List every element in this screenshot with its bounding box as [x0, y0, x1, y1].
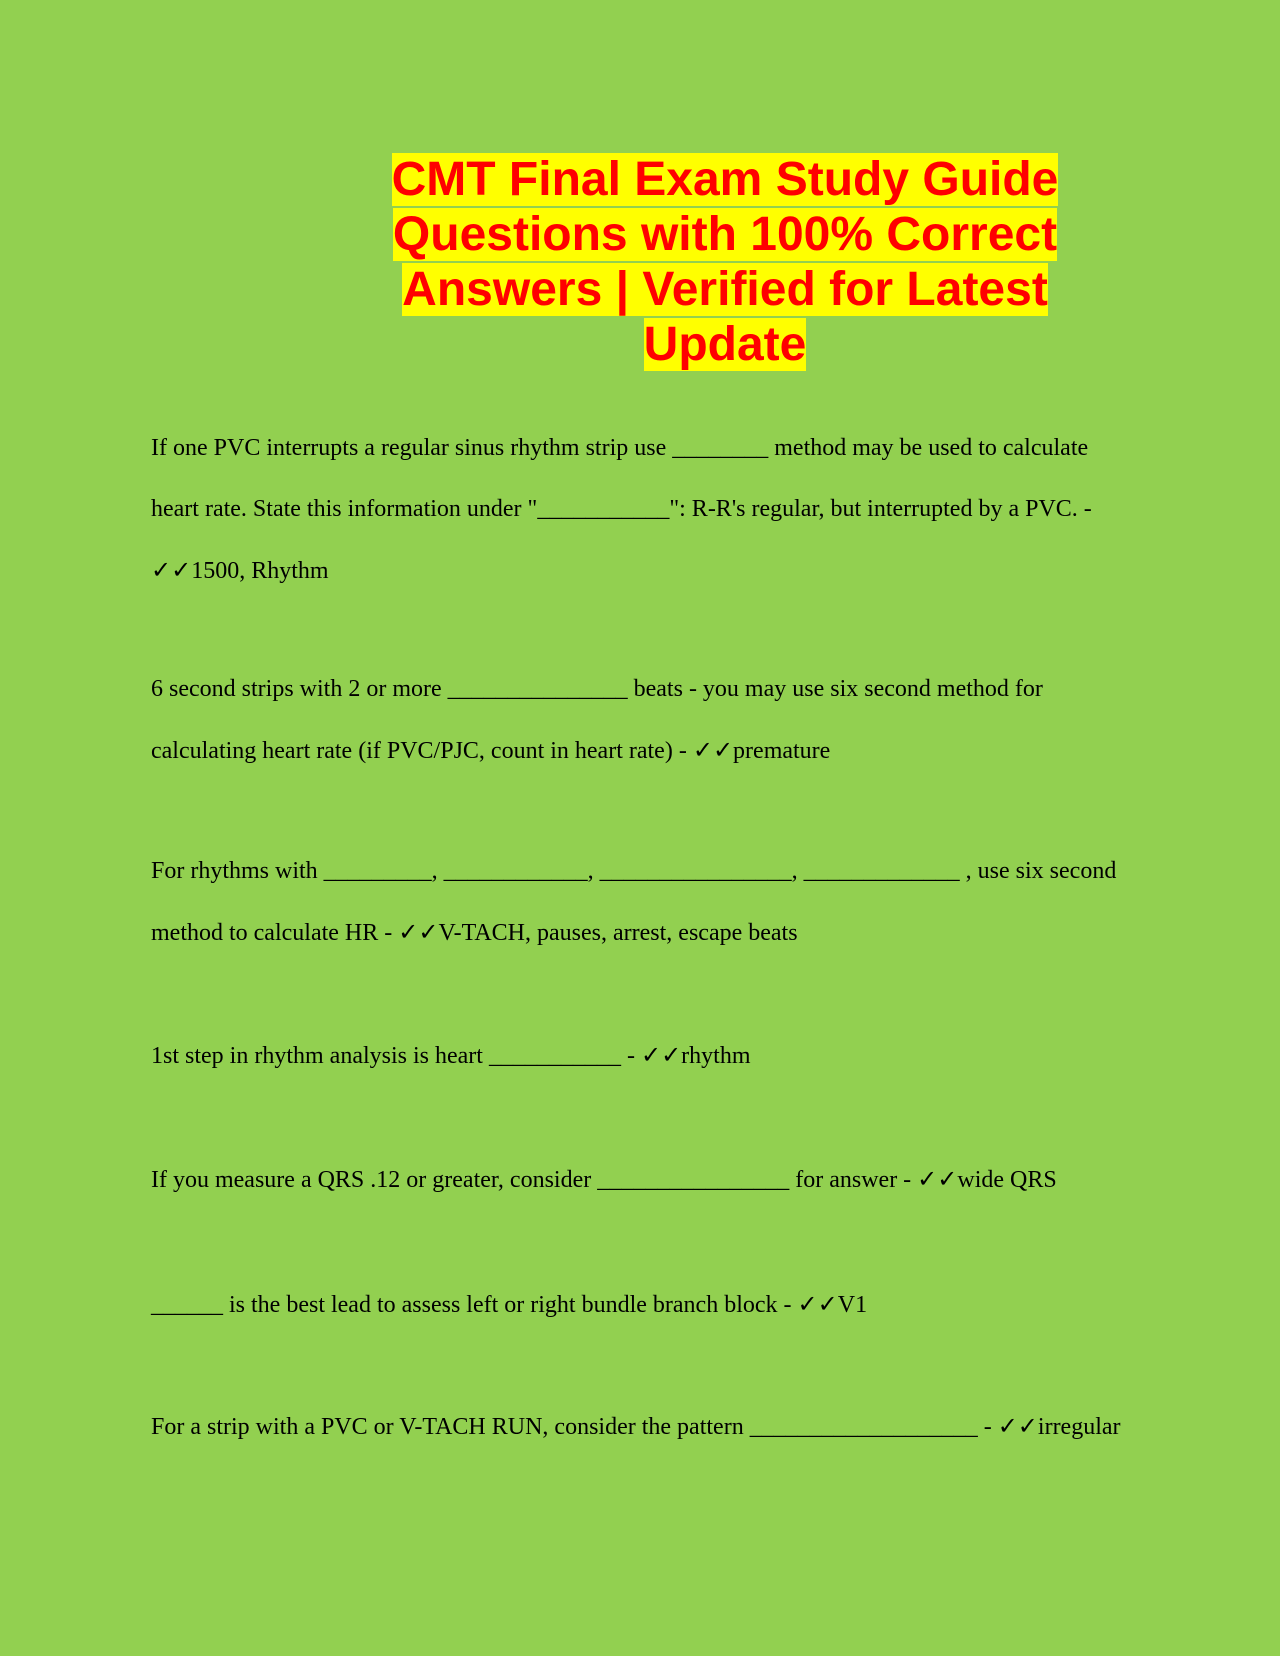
question-text: For rhythms with _________, ____________, ________________, _____________ , use six second method to calculate HR -	[151, 858, 1117, 946]
document-title	[365, 152, 1085, 372]
title-line-3: Answers | Verified for Latest	[402, 263, 1048, 316]
question-text: ______ is the best lead to assess left or right bundle branch block -	[151, 1292, 798, 1318]
check-icon: ✓✓	[398, 918, 439, 946]
check-icon: ✓✓	[151, 556, 192, 584]
title-line-4: Update	[643, 318, 807, 371]
qa-item-7	[151, 1396, 1131, 1458]
qa-item-3	[151, 841, 1131, 964]
qa-item-2	[151, 659, 1131, 782]
question-text: If you measure a QRS .12 or greater, consider ________________ for answer -	[151, 1167, 918, 1193]
check-icon: ✓✓	[997, 1412, 1038, 1440]
answer-text: premature	[733, 738, 831, 764]
check-icon: ✓✓	[917, 1165, 958, 1193]
answer-text: V1	[837, 1292, 868, 1318]
qa-item-5	[151, 1149, 1131, 1211]
qa-item-6	[151, 1274, 1131, 1336]
title-line-2: Questions with 100% Correct	[392, 208, 1058, 261]
qa-item-4	[151, 1025, 1131, 1087]
answer-text: V-TACH, pauses, arrest, escape beats	[438, 920, 798, 946]
qa-item-1	[151, 418, 1131, 602]
answer-text: wide QRS	[957, 1167, 1057, 1193]
answer-text: irregular	[1037, 1414, 1121, 1440]
question-text: For a strip with a PVC or V-TACH RUN, consider the pattern ___________________ -	[151, 1414, 998, 1440]
check-icon: ✓✓	[640, 1041, 682, 1069]
question-text: 1st step in rhythm analysis is heart ___________ -	[151, 1043, 641, 1069]
answer-text: rhythm	[681, 1043, 751, 1069]
check-icon: ✓✓	[797, 1290, 838, 1318]
check-icon: ✓✓	[692, 736, 734, 764]
title-line-1: CMT Final Exam Study Guide	[391, 153, 1059, 206]
question-text: If one PVC interrupts a regular sinus rhythm strip use ________ method may be used to calculate heart rate. State this information under "___________": R-R's regular, but interrupted by a PVC. -	[151, 435, 1092, 522]
answer-text: 1500, Rhythm	[191, 558, 329, 584]
question-text: 6 second strips with 2 or more _______________ beats - you may use six second method for calculating heart rate (if PVC/PJC, count in heart rate) -	[151, 676, 1043, 764]
